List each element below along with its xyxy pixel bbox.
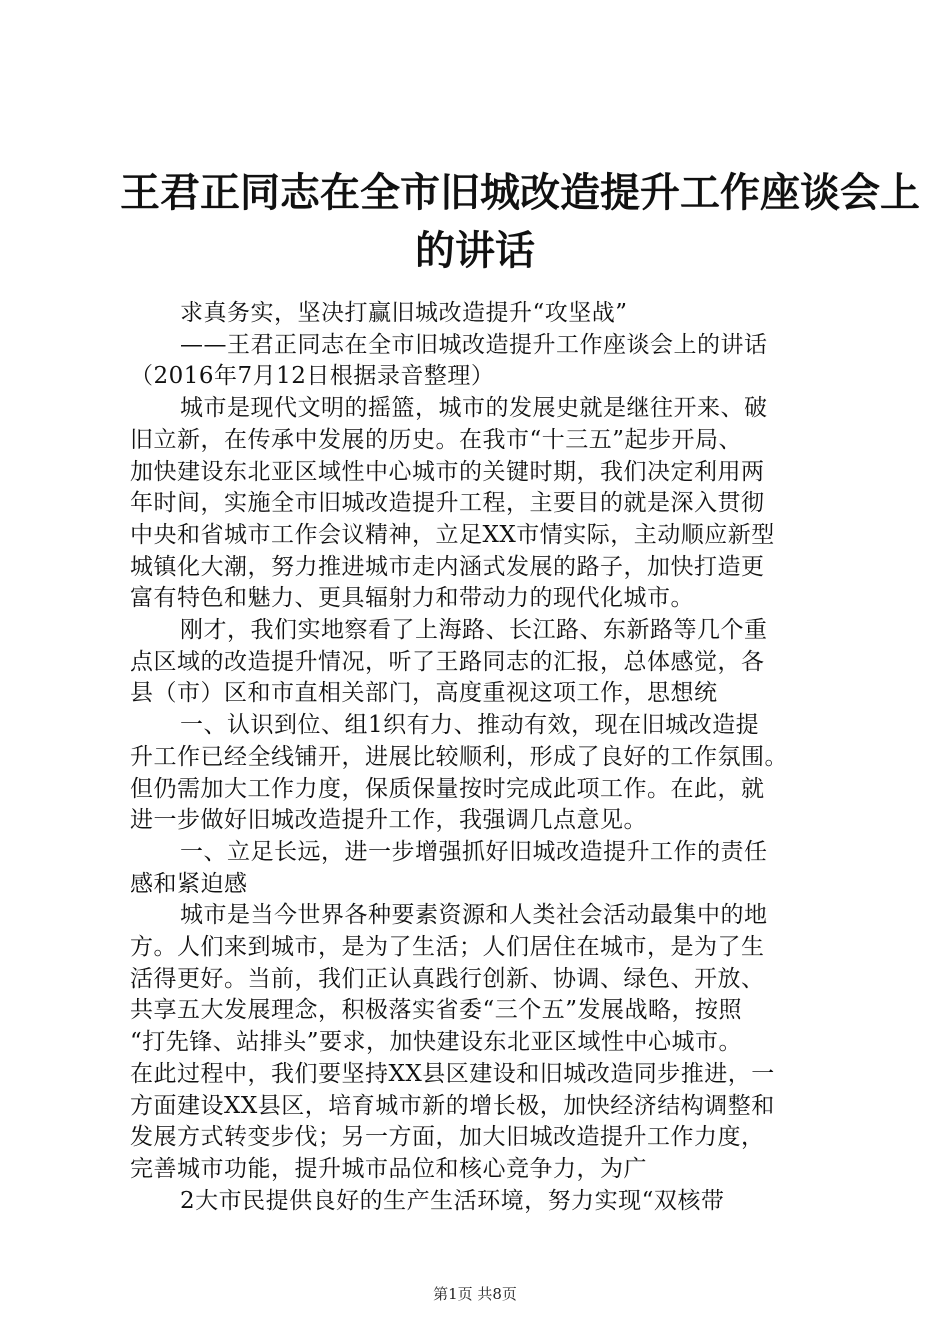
paragraph-line: 刚才，我们实地察看了上海路、长江路、东新路等几个重 — [180, 617, 768, 644]
paragraph-line: 城市是现代文明的摇篮，城市的发展史就是继往开来、破 — [180, 395, 768, 422]
paragraph-line: 发展方式转变步伐；另一方面，加大旧城改造提升工作力度， — [130, 1124, 765, 1151]
paragraph-line: 方。人们来到城市，是为了生活；人们居住在城市，是为了生 — [130, 934, 765, 961]
title-line-2: 的讲话 — [415, 228, 535, 274]
document-title — [120, 164, 920, 280]
paragraph-line: 点区域的改造提升情况，听了王路同志的汇报，总体感觉，各 — [130, 648, 765, 675]
section-heading-line: 感和紧迫感 — [130, 870, 248, 897]
paragraph-line: “打先锋、站排头”要求，加快建设东北亚区域性中心城市。 — [130, 1029, 743, 1056]
paragraph-line: 完善城市功能，提升城市品位和核心竞争力，为广 — [130, 1155, 647, 1182]
paragraph-line: 一、认识到位、组1织有力、推动有效，现在旧城改造提 — [180, 712, 760, 739]
paragraph-line: 在此过程中，我们要坚持XX县区建设和旧城改造同步推进，一 — [130, 1060, 775, 1087]
paragraph-line: 旧立新，在传承中发展的历史。在我市“十三五”起步开局、 — [130, 426, 743, 453]
paragraph-line: 加快建设东北亚区域性中心城市的关键时期，我们决定利用两 — [130, 458, 765, 485]
title-line-1: 王君正同志在全市旧城改造提升工作座谈会上 — [120, 170, 920, 216]
paragraph-line: 但仍需加大工作力度，保质保量按时完成此项工作。在此，就 — [130, 775, 765, 802]
date-line: （2016年7月12日根据录音整理） — [130, 363, 495, 390]
paragraph-line: 城镇化大潮，努力推进城市走内涵式发展的路子，加快打造更 — [130, 553, 765, 580]
paragraph-line: 中央和省城市工作会议精神，立足XX市情实际，主动顺应新型 — [130, 521, 775, 548]
paragraph-line: 2大市民提供良好的生产生活环境，努力实现“双核带 — [180, 1187, 725, 1214]
paragraph-line: 共享五大发展理念，积极落实省委“三个五”发展战略，按照 — [130, 997, 743, 1024]
paragraph-line: 进一步做好旧城改造提升工作，我强调几点意见。 — [130, 807, 647, 834]
paragraph-line: 城市是当今世界各种要素资源和人类社会活动最集中的地 — [180, 902, 768, 929]
document-body — [130, 298, 835, 1217]
paragraph-line: 升工作已经全线铺开，进展比较顺利，形成了良好的工作氛围。 — [130, 743, 788, 770]
page-number-footer: 第1页 共8页 — [433, 1285, 517, 1303]
speaker-line: ——王君正同志在全市旧城改造提升工作座谈会上的讲话 — [180, 331, 768, 358]
paragraph-line: 富有特色和魅力、更具辐射力和带动力的现代化城市。 — [130, 585, 694, 612]
paragraph-line: 年时间，实施全市旧城改造提升工程，主要目的就是深入贯彻 — [130, 490, 765, 517]
paragraph-line: 活得更好。当前，我们正认真践行创新、协调、绿色、开放、 — [130, 965, 765, 992]
section-heading-line: 一、立足长远，进一步增强抓好旧城改造提升工作的责任 — [180, 838, 768, 865]
paragraph-line: 县（市）区和市直相关部门，高度重视这项工作，思想统 — [130, 680, 718, 707]
subtitle-line: 求真务实，坚决打赢旧城改造提升“攻坚战” — [180, 300, 628, 326]
paragraph-line: 方面建设XX县区，培育城市新的增长极，加快经济结构调整和 — [130, 1092, 775, 1119]
